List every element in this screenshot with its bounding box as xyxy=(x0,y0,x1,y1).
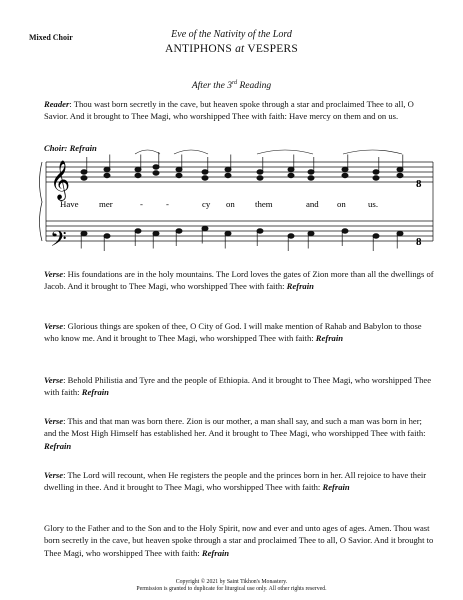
verse-label: Verse xyxy=(44,416,64,426)
doxology-text: Glory to the Father and to the Son and to the Holy Spirit, now and ever and unto ages of ages. Amen. Thou wast born secretly in the cave, but heaven spoke through a star and proclaimed Thee to all, O Savior. And it brought to Thee Magi, who worshipped Thee with faith: xyxy=(44,523,434,558)
note-head xyxy=(135,229,141,233)
note-head xyxy=(104,173,110,177)
reader-text: : Thou wast born secretly in the cave, but heaven spoke through a star and proclaimed Thee to all, O Savior. And it brought to Thee Magi, who worshipped Thee with faith: Have mercy on them and on us. xyxy=(44,99,414,122)
note-head xyxy=(176,167,182,171)
note-head xyxy=(202,170,208,174)
copyright-line: Copyright © 2021 by Saint Tikhon's Monastery. xyxy=(175,579,288,585)
subtitle-at: at xyxy=(235,43,245,55)
subtitle-post: VESPERS xyxy=(247,43,298,55)
note-head xyxy=(397,231,403,235)
note-head xyxy=(373,176,379,180)
system-brace-icon xyxy=(40,162,43,241)
treble-clef-icon: 𝄞 xyxy=(50,162,71,199)
slur xyxy=(343,150,402,154)
note-head xyxy=(288,234,294,238)
verse-label: Verse xyxy=(44,470,64,480)
note-head xyxy=(153,231,159,235)
note-head xyxy=(225,167,231,171)
note-head xyxy=(397,173,403,177)
note-head xyxy=(225,231,231,235)
note-head xyxy=(373,170,379,174)
note-head xyxy=(104,234,110,238)
note-head xyxy=(373,234,379,238)
verse-text: : The Lord will recount, when He registers the people and the princes born in her. All rejoice to have their dwelling in thee. And it brought to Thee Magi, who worshipped Thee with faith: xyxy=(44,470,427,493)
after-sup: rd xyxy=(231,80,238,86)
lyric-syllable: Have xyxy=(60,199,79,209)
note-head xyxy=(81,231,87,235)
verse-text: : His foundations are in the holy mountains. The Lord loves the gates of Zion more than all the dwellings of Jacob. And it brought to Thee Magi, who worshipped Thee with faith: xyxy=(44,269,434,292)
verse-refrain: Refrain xyxy=(315,333,344,344)
voicing-label: Mixed Choir xyxy=(29,33,73,42)
verse-text: : This and that man was born there. Zion is our mother, a man shall say, and such a man was born in her; and the Most High Himself has established her. And it brought to Thee Magi, who worshipped Thee with faith: xyxy=(44,416,426,439)
note-head xyxy=(308,170,314,174)
reader-label: Reader xyxy=(44,99,70,109)
subtitle-pre: ANTIPHONS xyxy=(165,43,233,55)
note-head xyxy=(342,167,348,171)
note-head xyxy=(257,229,263,233)
note-head xyxy=(225,173,231,177)
verse-label: Verse xyxy=(44,269,64,279)
lyric-syllable: mer xyxy=(99,199,113,209)
note-head xyxy=(342,229,348,233)
note-head xyxy=(397,167,403,171)
note-head xyxy=(176,173,182,177)
note-head xyxy=(202,226,208,230)
verse-refrain: Refrain xyxy=(286,281,314,292)
verse-refrain: Refrain xyxy=(44,440,72,451)
permission-line: Permission is granted to duplicate for liturgical use only. All other rights reserved. xyxy=(136,586,327,592)
note-head xyxy=(308,176,314,180)
copyright-notice xyxy=(0,579,463,593)
doxology-refrain: Refrain xyxy=(201,547,230,558)
verse-2 xyxy=(44,320,434,345)
time-signature: 8 xyxy=(416,178,422,190)
lyric-syllable: us. xyxy=(368,199,379,209)
verse-label: Verse xyxy=(44,321,64,331)
note-head xyxy=(202,176,208,180)
note-head xyxy=(176,229,182,233)
slur xyxy=(135,150,160,154)
verse-text: : Behold Philistia and Tyre and the people of Ethiopia. And it brought to Thee Magi, who worshipped Thee with faith: xyxy=(44,375,432,398)
note-head xyxy=(104,167,110,171)
note-head xyxy=(288,167,294,171)
verse-1 xyxy=(44,268,434,293)
choir-refrain: Refrain xyxy=(69,143,97,153)
note-head xyxy=(135,173,141,177)
verse-refrain: Refrain xyxy=(81,387,109,398)
note-head xyxy=(257,170,263,174)
verse-refrain: Refrain xyxy=(322,482,350,493)
lyric-syllable: - xyxy=(140,199,143,209)
lyric-syllable: them xyxy=(255,199,273,209)
time-signature-bass: 8 xyxy=(416,236,422,248)
choir-label: Choir: xyxy=(44,143,68,153)
lyric-syllable: cy xyxy=(202,199,211,209)
note-head xyxy=(342,173,348,177)
doxology xyxy=(44,522,434,559)
verse-3 xyxy=(44,374,434,399)
verse-5 xyxy=(44,469,434,494)
note-head xyxy=(81,176,87,180)
note-head xyxy=(153,165,159,169)
note-head xyxy=(288,173,294,177)
note-head xyxy=(81,170,87,174)
lyric-syllable: - xyxy=(166,199,169,209)
verse-label: Verse xyxy=(44,375,64,385)
lyric-syllable: on xyxy=(226,199,235,209)
bass-clef-icon: 𝄢 xyxy=(50,227,67,256)
lyric-syllable: on xyxy=(337,199,346,209)
note-head xyxy=(153,171,159,175)
note-head xyxy=(308,231,314,235)
slur xyxy=(257,150,313,154)
after-pre: After the 3 xyxy=(191,81,232,92)
lyric-syllable: and xyxy=(306,199,319,209)
after-post: Reading xyxy=(237,81,272,92)
note-head xyxy=(135,167,141,171)
verse-4 xyxy=(44,415,434,452)
verse-text: : Glorious things are spoken of thee, O City of God. I will make mention of Rahab and Babylon to those who know me. And it brought to Thee Magi, who worshipped Thee with faith: xyxy=(44,321,422,344)
page-title: Eve of the Nativity of the Lord xyxy=(171,29,292,40)
note-head xyxy=(257,176,263,180)
slur xyxy=(174,150,208,154)
